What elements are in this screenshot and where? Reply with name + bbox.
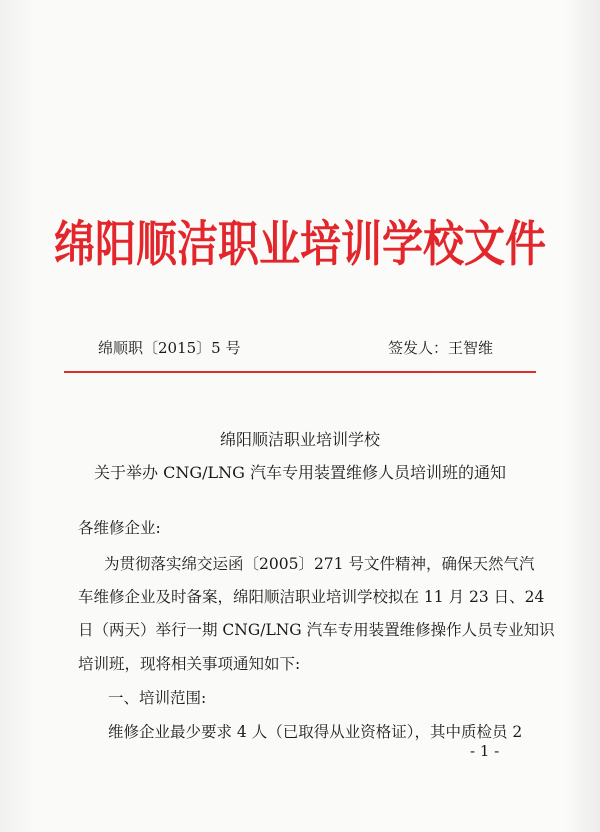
document-meta-row: [0, 337, 600, 361]
header-divider-line: [64, 371, 536, 373]
salutation: 各维修企业:: [78, 519, 161, 537]
page-number: - 1 -: [470, 742, 500, 760]
body-line-3: 日（两天）举行一期 CNG/LNG 汽车专用装置维修操作人员专业知识: [78, 621, 555, 639]
document-number: 绵顺职〔2015〕5 号: [98, 339, 241, 357]
body-line-6: 维修企业最少要求 4 人（已取得从业资格证），其中质检员 2: [108, 723, 523, 741]
document-header-title: 绵阳顺洁职业培训学校文件: [54, 215, 546, 273]
body-line-2: 车维修企业及时备案，绵阳顺洁职业培训学校拟在 11 月 23 日、24: [78, 588, 545, 606]
body-line-4: 培训班，现将相关事项通知如下:: [78, 655, 301, 673]
notice-title-line-1: 绵阳顺洁职业培训学校: [219, 430, 380, 449]
signer-label: 签发人：王智维: [388, 339, 494, 357]
body-line-1: 为贯彻落实绵交运函〔2005〕271 号文件精神，确保天然气汽: [104, 555, 535, 573]
section-heading-training-scope: 一、培训范围:: [108, 689, 207, 707]
notice-title-line-2: 关于举办 CNG/LNG 汽车专用装置维修人员培训班的通知: [94, 463, 506, 482]
